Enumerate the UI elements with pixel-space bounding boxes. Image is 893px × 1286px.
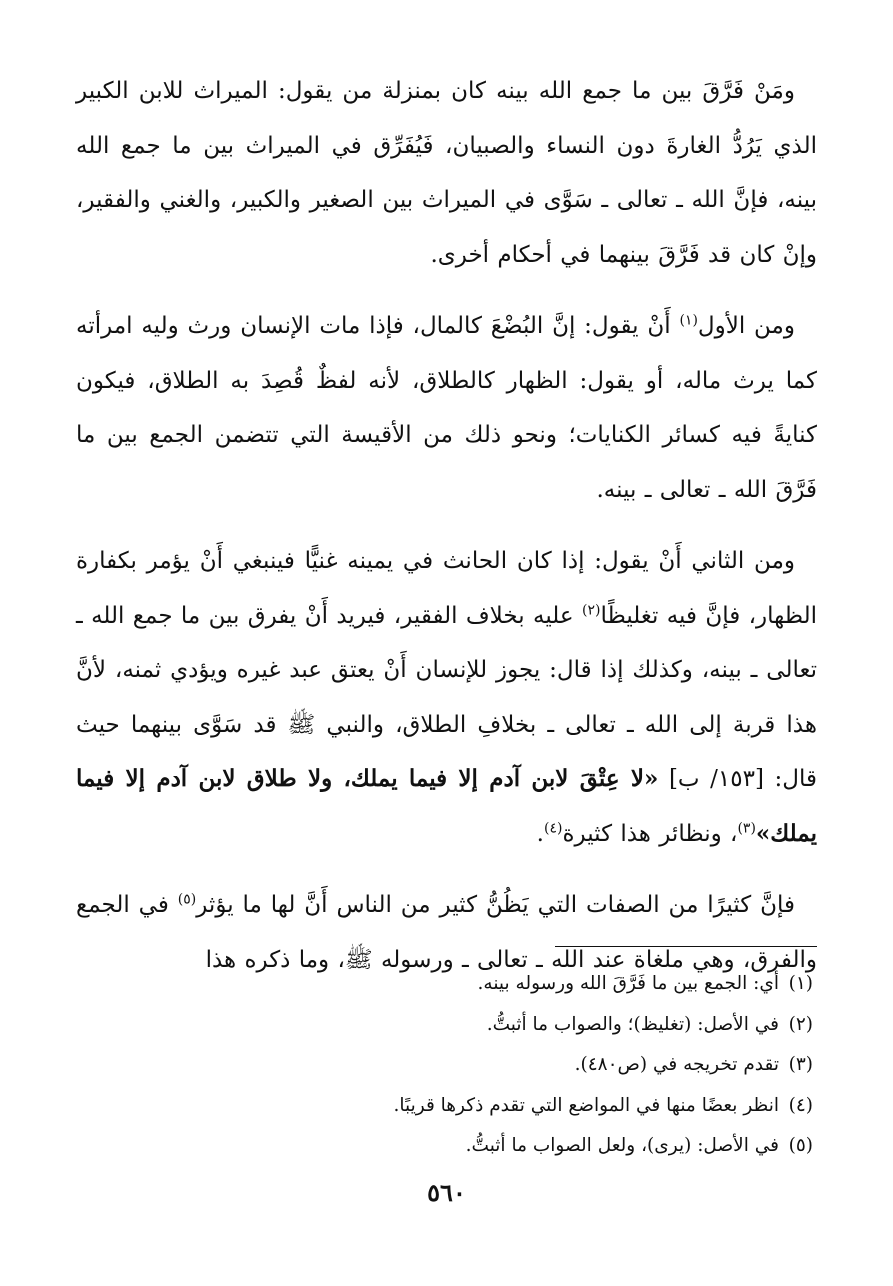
paragraph-3-end: . bbox=[536, 820, 544, 847]
footnote-text: في الأصل: (تغليظ)؛ والصواب ما أثبتُّ. bbox=[486, 1013, 779, 1035]
footnote-ref-2[interactable]: (٢) bbox=[581, 601, 601, 618]
paragraph-3-after: ، ونظائر هذا كثيرة bbox=[562, 820, 738, 847]
footnote-item bbox=[76, 1045, 813, 1086]
footnote-item bbox=[76, 1086, 813, 1127]
footnote-number: (٣) bbox=[788, 1054, 813, 1075]
paragraph-4-before: فإنَّ كثيرًا من الصفات التي يَظُنُّ كثير من الناس أَنَّ لها ما يؤثر bbox=[196, 892, 795, 918]
footnote-number: (٥) bbox=[788, 1135, 813, 1156]
footnote-item bbox=[76, 1126, 813, 1167]
footnote-separator bbox=[555, 946, 817, 947]
footnote-ref-4[interactable]: (٤) bbox=[543, 819, 563, 836]
paragraph-2-before: ومن الأول bbox=[697, 313, 795, 339]
footnote-ref-3[interactable]: (٣) bbox=[737, 819, 756, 836]
paragraph-4-after: في الجمع والفرق، وهي ملغاة عند الله ـ تعالى ـ ورسوله ﷺ، وما ذكره هذا bbox=[76, 892, 817, 973]
footnote-text: انظر بعضًا منها في المواضع التي تقدم ذكرها قريبًا. bbox=[393, 1094, 779, 1116]
footnote-text: في الأصل: (يرى)، ولعل الصواب ما أثبتُّ. bbox=[465, 1135, 779, 1156]
paragraph-2-after: أَنْ يقول: إنَّ البُضْعَ كالمال، فإذا مات الإنسان ورث وليه امرأته كما يرث ماله، أو يقول: الظهار كالطلاق، لأنه لفظٌ قُصِدَ به الطلاق، فيكون كنايةً فيه كسائر الكنايات؛ ونحو ذلك من الأقيسة التي تتضمن الجمع بين ما فَرَّقَ الله ـ تعالى ـ بينه. bbox=[76, 313, 817, 503]
footnote-number: (١) bbox=[788, 973, 813, 994]
paragraph-1-text: ومَنْ فَرَّقَ بين ما جمع الله بينه كان بمنزلة من يقول: الميراث للابن الكبير الذي يَرُدُّ الغارةَ دون النساء والصبيان، فَيُفَرِّق في الميراث بين ما جمع الله بينه، فإنَّ الله ـ تعالى ـ سَوَّى في الميراث بين الصغير والكبير، والغني والفقير، وإنْ كان قد فَرَّقَ بينهما في أحكام أخرى. bbox=[76, 78, 817, 268]
footnote-text: تقدم تخريجه في (ص٤٨٠). bbox=[574, 1054, 779, 1075]
paragraph-2 bbox=[76, 299, 817, 517]
footnote-number: (٤) bbox=[788, 1094, 813, 1116]
footnote-item bbox=[76, 964, 813, 1005]
paragraph-3 bbox=[76, 534, 817, 861]
paragraph-3-middle: عليه بخلاف الفقير، فيريد أَنْ يفرق بين ما جمع الله ـ تعالى ـ بينه، وكذلك إذا قال: يجوز للإنسان أَنْ يعتق عبد غيره ويؤدي ثمنه، لأنَّ هذا قربة إلى الله ـ تعالى ـ بخلافِ الطلاق، والنبي ﷺ قد سَوَّى بينهما حيث قال: [١٥٣/ ب] bbox=[76, 602, 818, 792]
footnote-ref-5[interactable]: (٥) bbox=[177, 891, 197, 908]
footnote-item bbox=[76, 1005, 813, 1046]
paragraph-3-before: ومن الثاني أَنْ يقول: إذا كان الحانث في يمينه غنيًّا فينبغي أَنْ يؤمر بكفارة الظهار، فإنَّ فيه تغليظًا bbox=[76, 548, 817, 629]
hadith-quote: «لا عِتْقَ لابن آدم إلا فيما يملك، ولا طلاق لابن آدم إلا فيما يملك» bbox=[76, 765, 817, 847]
footnote-text: أي: الجمع بين ما فَرَّقَ الله ورسوله بينه. bbox=[477, 973, 779, 994]
footnote-ref-1[interactable]: (١) bbox=[679, 312, 698, 329]
page-number: ٥٦٠ bbox=[427, 1178, 466, 1207]
footnote-number: (٢) bbox=[788, 1013, 813, 1035]
page-body bbox=[76, 64, 817, 1004]
footnotes-list bbox=[76, 964, 813, 1167]
paragraph-1 bbox=[76, 64, 817, 282]
